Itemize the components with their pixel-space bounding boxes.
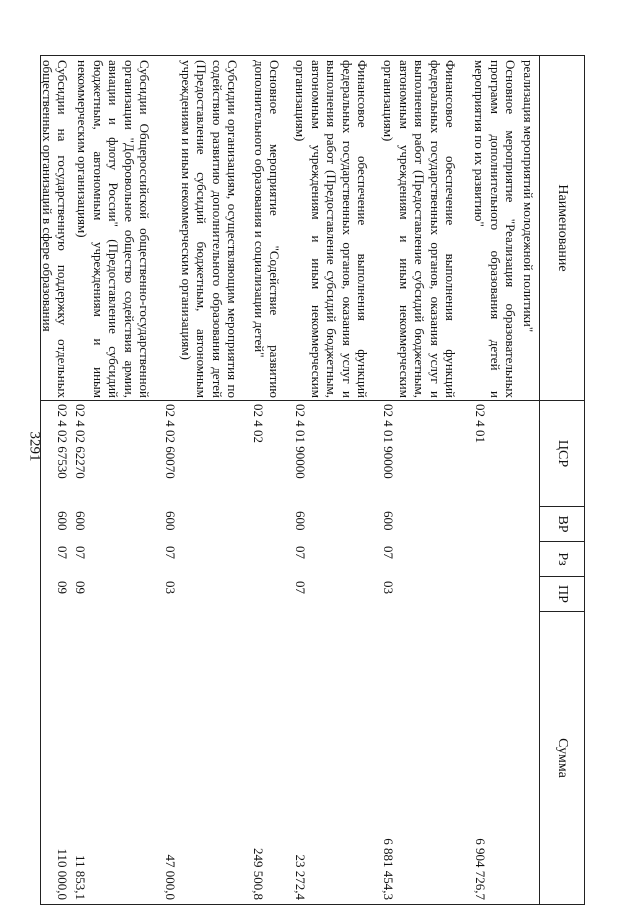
table-row bbox=[466, 56, 518, 904]
table-header bbox=[539, 56, 584, 904]
row-sum: 6 904 726,7 bbox=[473, 838, 488, 900]
row-csr: 02 4 01 90000 bbox=[293, 404, 308, 479]
row-rz: 07 bbox=[163, 546, 178, 559]
row-name: Основное мероприятие "Реализация образовательных программ дополнительного образования детей и мероприятия по их развитию" bbox=[472, 60, 518, 398]
header-divider bbox=[540, 576, 584, 577]
header-name: Наименование bbox=[555, 184, 570, 272]
header-vr: ВР bbox=[555, 515, 570, 533]
row-rz: 07 bbox=[293, 546, 308, 559]
row-pr: 03 bbox=[163, 581, 178, 594]
row-name: Основное мероприятие "Содействие развитию дополнительного образования и социализации детей" bbox=[251, 60, 282, 398]
header-rz: Рз bbox=[555, 552, 570, 566]
row-csr: 02 4 01 bbox=[473, 404, 488, 443]
table-row bbox=[378, 56, 458, 904]
row-vr: 600 bbox=[293, 511, 308, 531]
row-pr: 09 bbox=[55, 581, 70, 594]
header-csr: ЦСР bbox=[555, 439, 570, 468]
row-sum: 11 853,1 bbox=[73, 854, 88, 900]
table-row bbox=[520, 56, 536, 904]
row-rz: 07 bbox=[73, 546, 88, 559]
row-vr: 600 bbox=[73, 511, 88, 531]
budget-table bbox=[40, 55, 585, 905]
header-sum: Сумма bbox=[555, 738, 570, 778]
page-number: 3291 bbox=[26, 431, 43, 462]
rotated-table-wrapper bbox=[40, 55, 585, 905]
row-name: Субсидии Общероссийской общественно-государственной организации "Добровольное общество содействия армии, авиации и флоту России" (Предоставление субсидий бюджетным, автономным учреждениям и иным некоммерческим организациям) bbox=[75, 60, 152, 398]
header-divider bbox=[540, 611, 584, 612]
header-pr: ПР bbox=[555, 585, 570, 603]
row-name: Субсидии на государственную поддержку отдельных общественных организаций в сфере образования bbox=[39, 60, 70, 398]
row-csr: 02 4 01 90000 bbox=[381, 404, 396, 479]
row-name: Финансовое обеспечение выполнения функций федеральных государственных органов, оказания услуг и выполнения работ (Предоставление субсидий бюджетным, автономным учреждениям и иным некоммерческим организациям) bbox=[381, 60, 458, 398]
row-name: Субсидии организациям, осуществляющим мероприятия по содействию развитию дополнительного образования детей (Предоставление субсидий бюджетным, автономным учреждениям и иным некоммерческим организациям) bbox=[178, 60, 240, 398]
table-row bbox=[39, 56, 70, 904]
header-divider bbox=[540, 541, 584, 542]
row-sum: 249 500,8 bbox=[251, 848, 266, 900]
row-vr: 600 bbox=[55, 511, 70, 531]
row-csr: 02 4 02 bbox=[251, 404, 266, 443]
row-vr: 600 bbox=[163, 511, 178, 531]
row-vr: 600 bbox=[381, 511, 396, 531]
row-sum: 47 000,0 bbox=[163, 854, 178, 900]
table-row bbox=[290, 56, 370, 904]
row-csr: 02 4 02 67530 bbox=[55, 404, 70, 479]
row-csr: 02 4 02 60070 bbox=[163, 404, 178, 479]
row-sum: 23 272,4 bbox=[293, 854, 308, 900]
row-name: реализация мероприятий молодежной политики" bbox=[521, 60, 536, 333]
table-row bbox=[72, 56, 152, 904]
table-row bbox=[248, 56, 282, 904]
row-pr: 09 bbox=[73, 581, 88, 594]
table-row bbox=[160, 56, 240, 904]
row-csr: 02 4 02 62270 bbox=[73, 404, 88, 479]
row-pr: 03 bbox=[381, 581, 396, 594]
row-name: Финансовое обеспечение выполнения функций федеральных государственных органов, оказания услуг и выполнения работ (Предоставление субсидий бюджетным, автономным учреждениям и иным некоммерческим организациям) bbox=[293, 60, 370, 398]
row-sum: 110 000,0 bbox=[55, 848, 70, 900]
row-sum: 6 881 454,3 bbox=[381, 838, 396, 900]
row-rz: 07 bbox=[381, 546, 396, 559]
row-rz: 07 bbox=[55, 546, 70, 559]
row-pr: 07 bbox=[293, 581, 308, 594]
header-divider bbox=[540, 506, 584, 507]
